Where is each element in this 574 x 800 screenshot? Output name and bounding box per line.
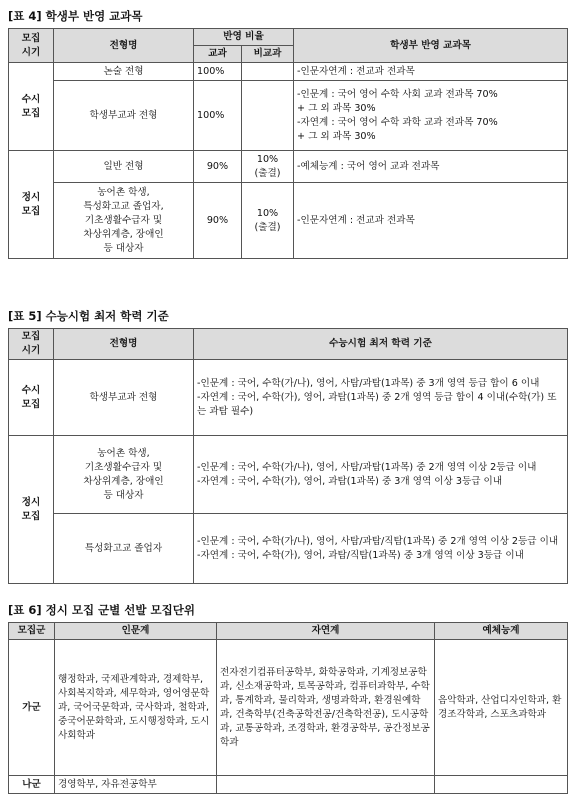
group-cell: 가군 <box>9 640 55 776</box>
table5-section <box>8 308 568 584</box>
type-cell: 학생부교과 전형 <box>54 81 194 151</box>
type-cell: 농어촌 학생, 기초생활수급자 및 차상위계층, 장애인 등 대상자 <box>54 436 194 514</box>
table-row <box>9 151 568 183</box>
nonsubj-cell <box>242 81 294 151</box>
time-cell: 수시 모집 <box>9 63 54 151</box>
table-row <box>9 640 568 776</box>
subj-cell: 90% <box>194 151 242 183</box>
table5 <box>8 328 568 584</box>
table-row <box>9 63 568 81</box>
type-cell: 특성화고교 졸업자 <box>54 514 194 584</box>
criteria-cell: -인문계 : 국어, 수학(가/나), 영어, 사탐/과탐(1과목) 중 3개 영역 등급 합이 6 이내 -자연계 : 국어, 수학(가), 영어, 과탐(1과목) 중 2개 영역 등급 합이 4 이내(수학(가) 또는 과탐 필수) <box>194 360 568 436</box>
time-cell: 정시 모집 <box>9 151 54 259</box>
table4 <box>8 28 568 259</box>
table-row <box>9 514 568 584</box>
arts-cell: 음악학과, 산업디자인학과, 환경조각학과, 스포츠과학과 <box>435 640 568 776</box>
courses-cell: -인문자연계 : 전교과 전과목 <box>294 183 568 259</box>
courses-cell: -인문계 : 국어 영어 수학 사회 교과 전과목 70% + 그 외 과목 30% -자연계 : 국어 영어 수학 과학 교과 전과목 70% + 그 외 과목 30% <box>294 81 568 151</box>
subj-cell: 90% <box>194 183 242 259</box>
table4-title: [표 4] 학생부 반영 교과목 <box>8 9 143 23</box>
group-cell: 나군 <box>9 776 55 794</box>
header-time: 모집 시기 <box>9 329 54 360</box>
nonsubj-cell: 10% (출결) <box>242 151 294 183</box>
table-row <box>9 776 568 794</box>
table-row <box>9 183 568 259</box>
table-row <box>9 81 568 151</box>
criteria-cell: -인문계 : 국어, 수학(가/나), 영어, 사탐/과탐/직탐(1과목) 중 2개 영역 이상 2등급 이내 -자연계 : 국어, 수학(가), 영어, 과탐/직탐(1과목) 중 3개 영역 이상 3등급 이내 <box>194 514 568 584</box>
header-ratio: 반영 비율 <box>194 29 294 46</box>
header-courses: 학생부 반영 교과목 <box>294 29 568 63</box>
table5-title: [표 5] 수능시험 최저 학력 기준 <box>8 309 169 323</box>
science-cell: 전자전기컴퓨터공학부, 화학공학과, 기계정보공학과, 신소재공학과, 토목공학과, 컴퓨터과학부, 수학과, 통계학과, 물리학과, 생명과학과, 환경원예학과, 건축학부(건축공학전공/건축학전공), 도시공학과, 교통공학과, 조경학과, 환경공학부, 공간정보공학과 <box>217 640 435 776</box>
table-row <box>9 360 568 436</box>
header-time: 모집 시기 <box>9 29 54 63</box>
type-cell: 학생부교과 전형 <box>54 360 194 436</box>
table-row <box>9 436 568 514</box>
header-group: 모집군 <box>9 623 55 640</box>
table6 <box>8 622 568 794</box>
table6-title: [표 6] 정시 모집 군별 선발 모집단위 <box>8 603 195 617</box>
time-cell: 수시 모집 <box>9 360 54 436</box>
arts-cell <box>435 776 568 794</box>
header-type: 전형명 <box>54 29 194 63</box>
type-cell: 일반 전형 <box>54 151 194 183</box>
header-subj: 교과 <box>194 46 242 63</box>
header-criteria: 수능시험 최저 학력 기준 <box>194 329 568 360</box>
header-arts: 예체능계 <box>435 623 568 640</box>
type-cell: 논술 전형 <box>54 63 194 81</box>
subj-cell: 100% <box>194 63 242 81</box>
science-cell <box>217 776 435 794</box>
table4-section <box>8 8 568 259</box>
nonsubj-cell <box>242 63 294 81</box>
header-type: 전형명 <box>54 329 194 360</box>
header-humanities: 인문계 <box>55 623 217 640</box>
humanities-cell: 행정학과, 국제관계학과, 경제학부, 사회복지학과, 세무학과, 영어영문학과, 국어국문학과, 국사학과, 철학과, 중국어문화학과, 도시행정학과, 도시사회학과 <box>55 640 217 776</box>
humanities-cell: 경영학부, 자유전공학부 <box>55 776 217 794</box>
courses-cell: -인문자연계 : 전교과 전과목 <box>294 63 568 81</box>
time-cell: 정시 모집 <box>9 436 54 584</box>
table6-section <box>8 602 568 794</box>
type-cell: 농어촌 학생, 특성화고교 졸업자, 기초생활수급자 및 차상위계층, 장애인 등 대상자 <box>54 183 194 259</box>
header-science: 자연계 <box>217 623 435 640</box>
courses-cell: -예체능계 : 국어 영어 교과 전과목 <box>294 151 568 183</box>
header-nonsubj: 비교과 <box>242 46 294 63</box>
nonsubj-cell: 10% (출결) <box>242 183 294 259</box>
criteria-cell: -인문계 : 국어, 수학(가/나), 영어, 사탐/과탐(1과목) 중 2개 영역 이상 2등급 이내 -자연계 : 국어, 수학(가), 영어, 과탐(1과목) 중 3개 영역 이상 3등급 이내 <box>194 436 568 514</box>
subj-cell: 100% <box>194 81 242 151</box>
